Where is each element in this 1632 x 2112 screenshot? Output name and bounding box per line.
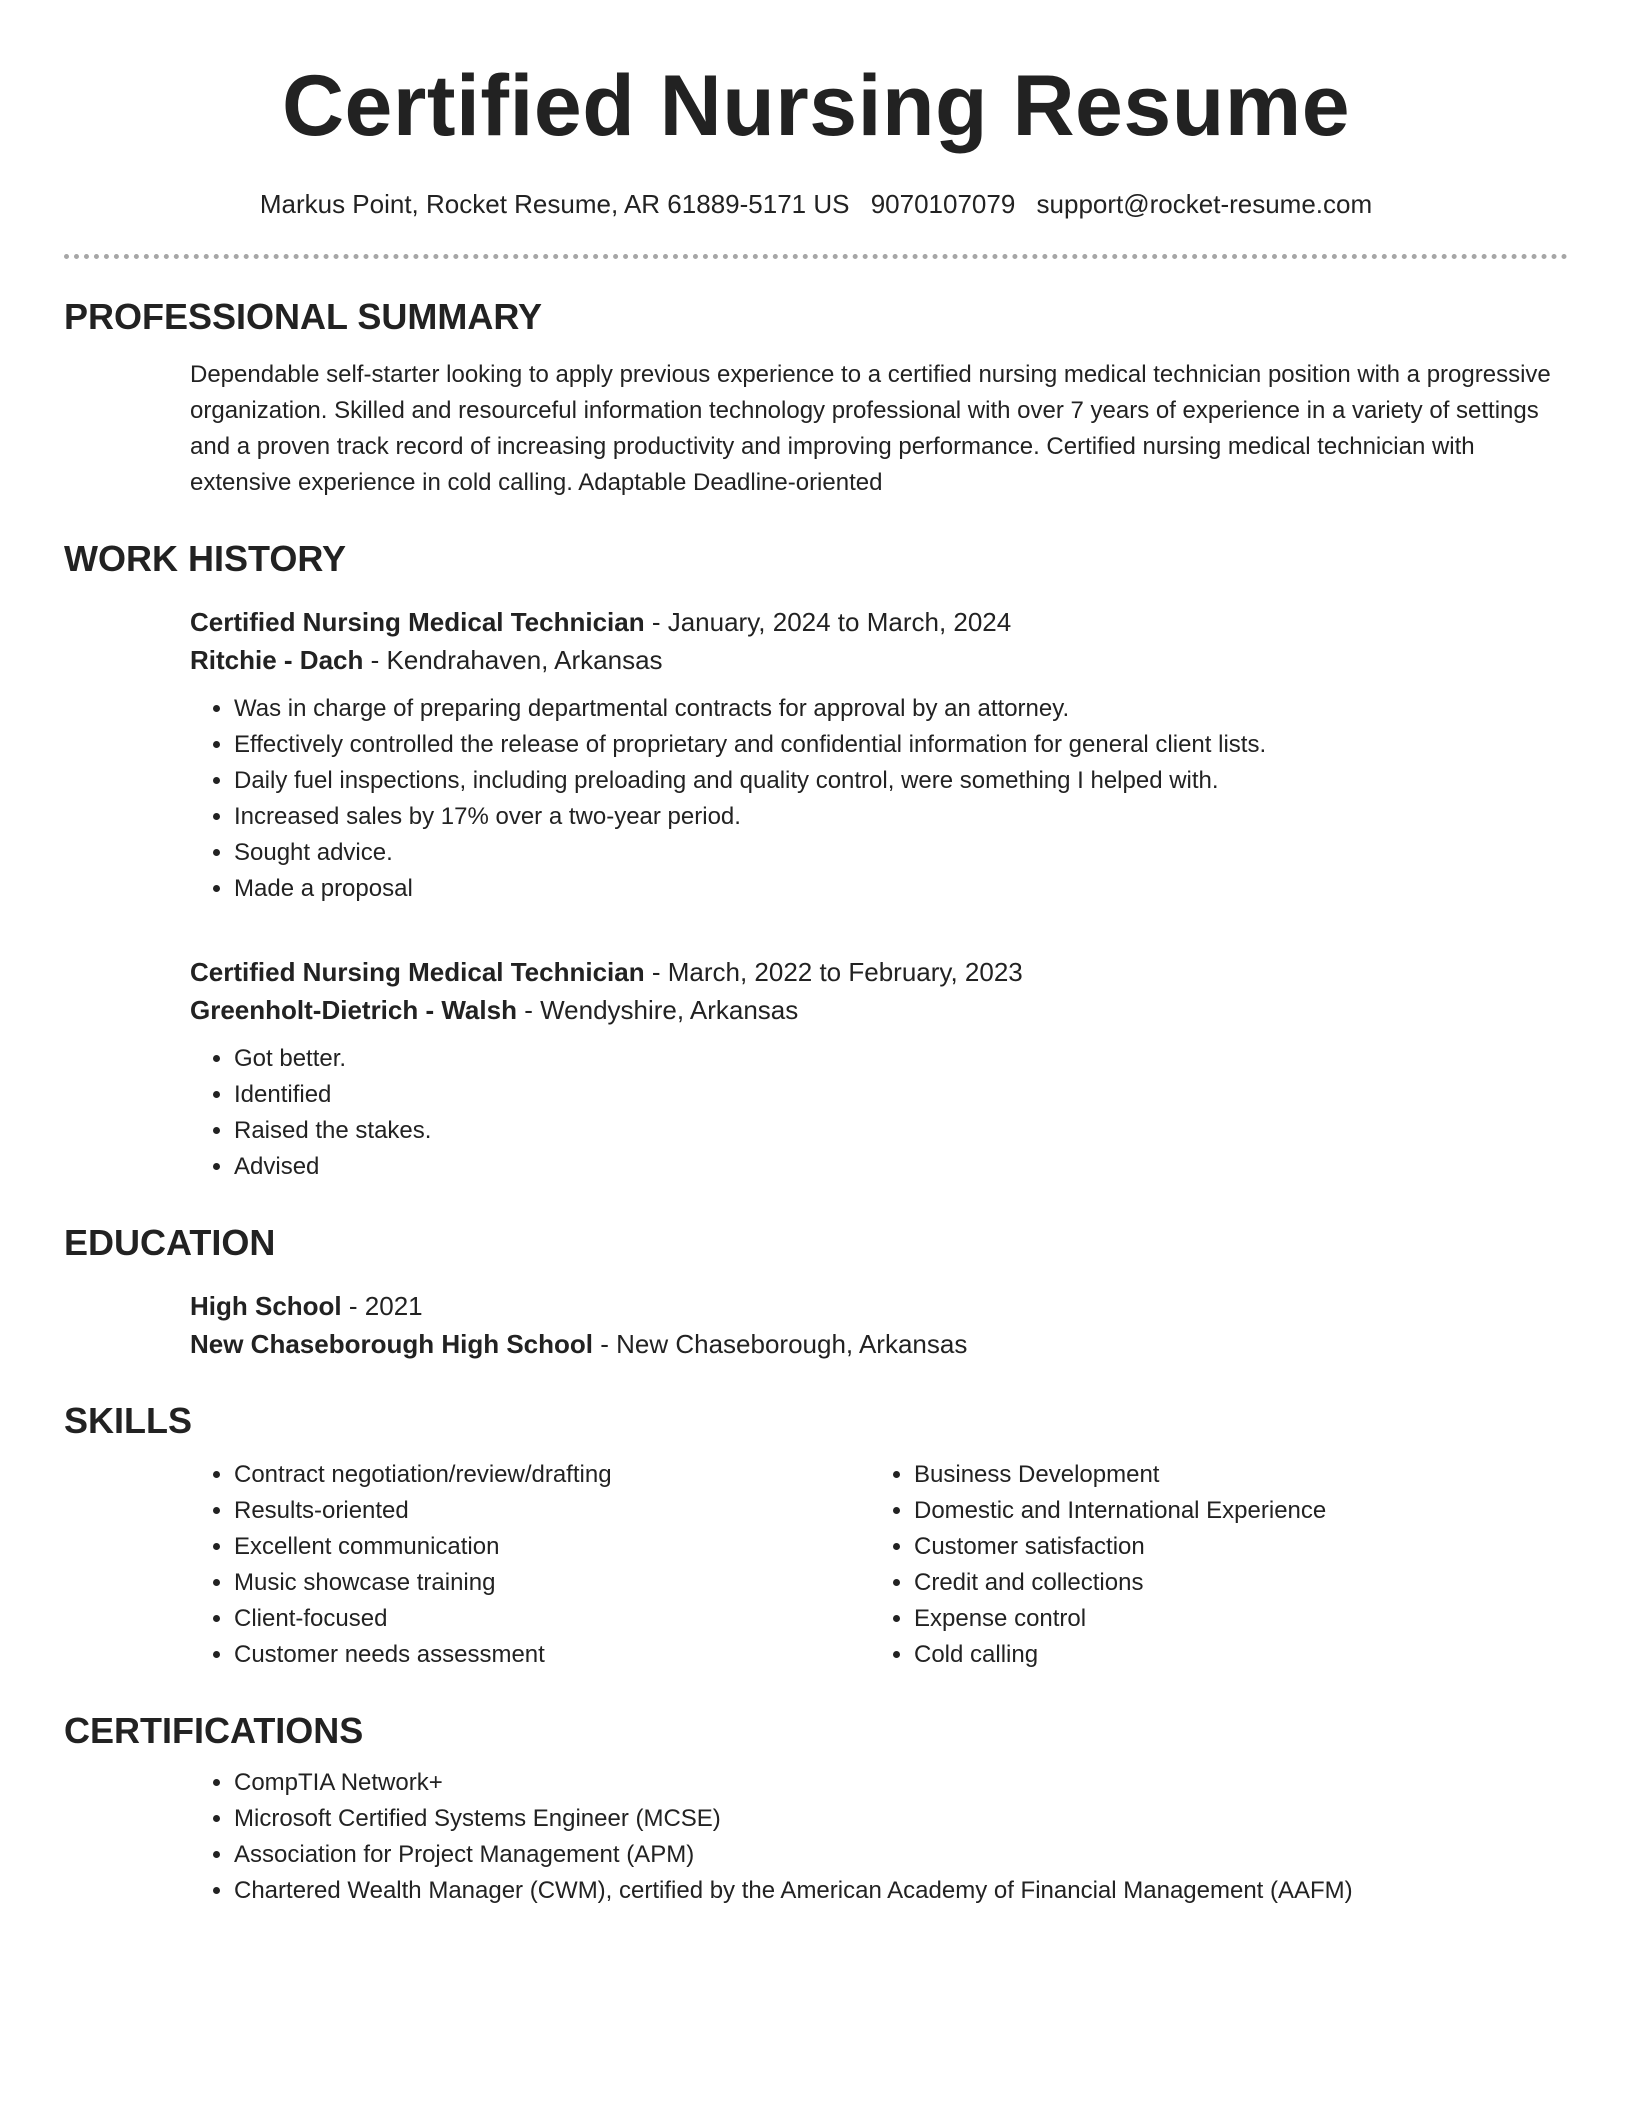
skill-item: • Customer satisfaction [914, 1529, 1550, 1565]
certifications-section [64, 1709, 1568, 1909]
job-location: - Wendyshire, Arkansas [516, 995, 799, 1025]
skills-list-right [870, 1457, 1550, 1673]
job-title: Certified Nursing Medical Technician [190, 607, 645, 637]
work-history-heading: WORK HISTORY [64, 538, 347, 579]
skill-item: • Domestic and International Experience [914, 1493, 1550, 1529]
job-entry [190, 953, 1568, 1185]
skills-grid [190, 1457, 1568, 1673]
certifications-list [190, 1765, 1568, 1909]
summary-section [64, 295, 1568, 501]
certifications-body [190, 1765, 1568, 1909]
skills-column-right [870, 1457, 1550, 1673]
job-bullet-list [190, 691, 1568, 907]
work-history-section [64, 537, 1568, 1185]
education-heading: EDUCATION [64, 1222, 276, 1263]
certification-item: • Chartered Wealth Manager (CWM), certified by the American Academy of Financial Management (AAFM) [234, 1873, 1568, 1909]
job-location: - Kendrahaven, Arkansas [363, 645, 663, 675]
skill-item: • Excellent communication [234, 1529, 870, 1565]
job-dates: - March, 2022 to February, 2023 [644, 957, 1023, 987]
header-divider [64, 254, 1568, 259]
job-dates: - January, 2024 to March, 2024 [644, 607, 1012, 637]
education-degree: High School [190, 1291, 342, 1321]
work-history-body [190, 603, 1568, 1185]
job-employer: Greenholt-Dietrich - Walsh [190, 995, 517, 1025]
skills-section [64, 1399, 1568, 1673]
education-degree-line [190, 1287, 1568, 1325]
skill-item: • Music showcase training [234, 1565, 870, 1601]
resume-title: Certified Nursing Resume [281, 58, 1351, 154]
job-bullet: • Sought advice. [234, 835, 1568, 871]
contact-phone: 9070107079 [870, 189, 1016, 219]
job-title: Certified Nursing Medical Technician [190, 957, 645, 987]
education-location: - New Chaseborough, Arkansas [593, 1329, 968, 1359]
skill-item: • Contract negotiation/review/drafting [234, 1457, 870, 1493]
skill-item: • Client-focused [234, 1601, 870, 1637]
job-bullet: • Got better. [234, 1041, 1568, 1077]
contact-address: Markus Point, Rocket Resume, AR 61889-5171 US [259, 189, 850, 219]
skill-item: • Results-oriented [234, 1493, 870, 1529]
job-bullet-list [190, 1041, 1568, 1185]
skills-body [190, 1457, 1568, 1673]
skill-item: • Business Development [914, 1457, 1550, 1493]
certification-item: • Association for Project Management (APM) [234, 1837, 1568, 1873]
job-employer-line [190, 641, 1568, 679]
education-section [64, 1221, 1568, 1363]
job-bullet: • Daily fuel inspections, including preloading and quality control, were something I helped with. [234, 763, 1568, 799]
job-employer: Ritchie - Dach [190, 645, 364, 675]
certification-item: • CompTIA Network+ [234, 1765, 1568, 1801]
contact-email: support@rocket-resume.com [1036, 189, 1373, 219]
skill-item: • Expense control [914, 1601, 1550, 1637]
certifications-heading: CERTIFICATIONS [64, 1710, 364, 1751]
skills-column-left [190, 1457, 870, 1673]
education-school: New Chaseborough High School [190, 1329, 594, 1359]
education-body [190, 1287, 1568, 1363]
education-entry [190, 1287, 1568, 1363]
education-year: - 2021 [341, 1291, 423, 1321]
job-title-line [190, 953, 1568, 991]
skill-item: • Customer needs assessment [234, 1637, 870, 1673]
certification-item: • Microsoft Certified Systems Engineer (MCSE) [234, 1801, 1568, 1837]
summary-heading: PROFESSIONAL SUMMARY [64, 296, 543, 337]
job-bullet: • Raised the stakes. [234, 1113, 1568, 1149]
job-employer-line [190, 991, 1568, 1029]
summary-text: Dependable self-starter looking to apply previous experience to a certified nursing medical technician position with a progressive organization. Skilled and resourceful information technology professional with over 7 years of experience in a variety of settings and a proven track record of increasing productivity and improving performance. Certified nursing medical technician with extensive experience in cold calling. Adaptable Deadline-oriented [190, 361, 1551, 496]
job-bullet: • Advised [234, 1149, 1568, 1185]
job-bullet: • Made a proposal [234, 871, 1568, 907]
job-bullet: • Was in charge of preparing departmental contracts for approval by an attorney. [234, 691, 1568, 727]
job-bullet: • Identified [234, 1077, 1568, 1113]
skill-item: • Credit and collections [914, 1565, 1550, 1601]
summary-body [190, 357, 1568, 501]
job-bullet: • Effectively controlled the release of proprietary and confidential information for general client lists. [234, 727, 1568, 763]
contact-line [64, 188, 1568, 220]
job-title-line [190, 603, 1568, 641]
skills-list-left [190, 1457, 870, 1673]
job-entry [190, 603, 1568, 907]
job-bullet: • Increased sales by 17% over a two-year period. [234, 799, 1568, 835]
skills-heading: SKILLS [64, 1400, 193, 1441]
skill-item: • Cold calling [914, 1637, 1550, 1673]
education-school-line [190, 1325, 1568, 1363]
